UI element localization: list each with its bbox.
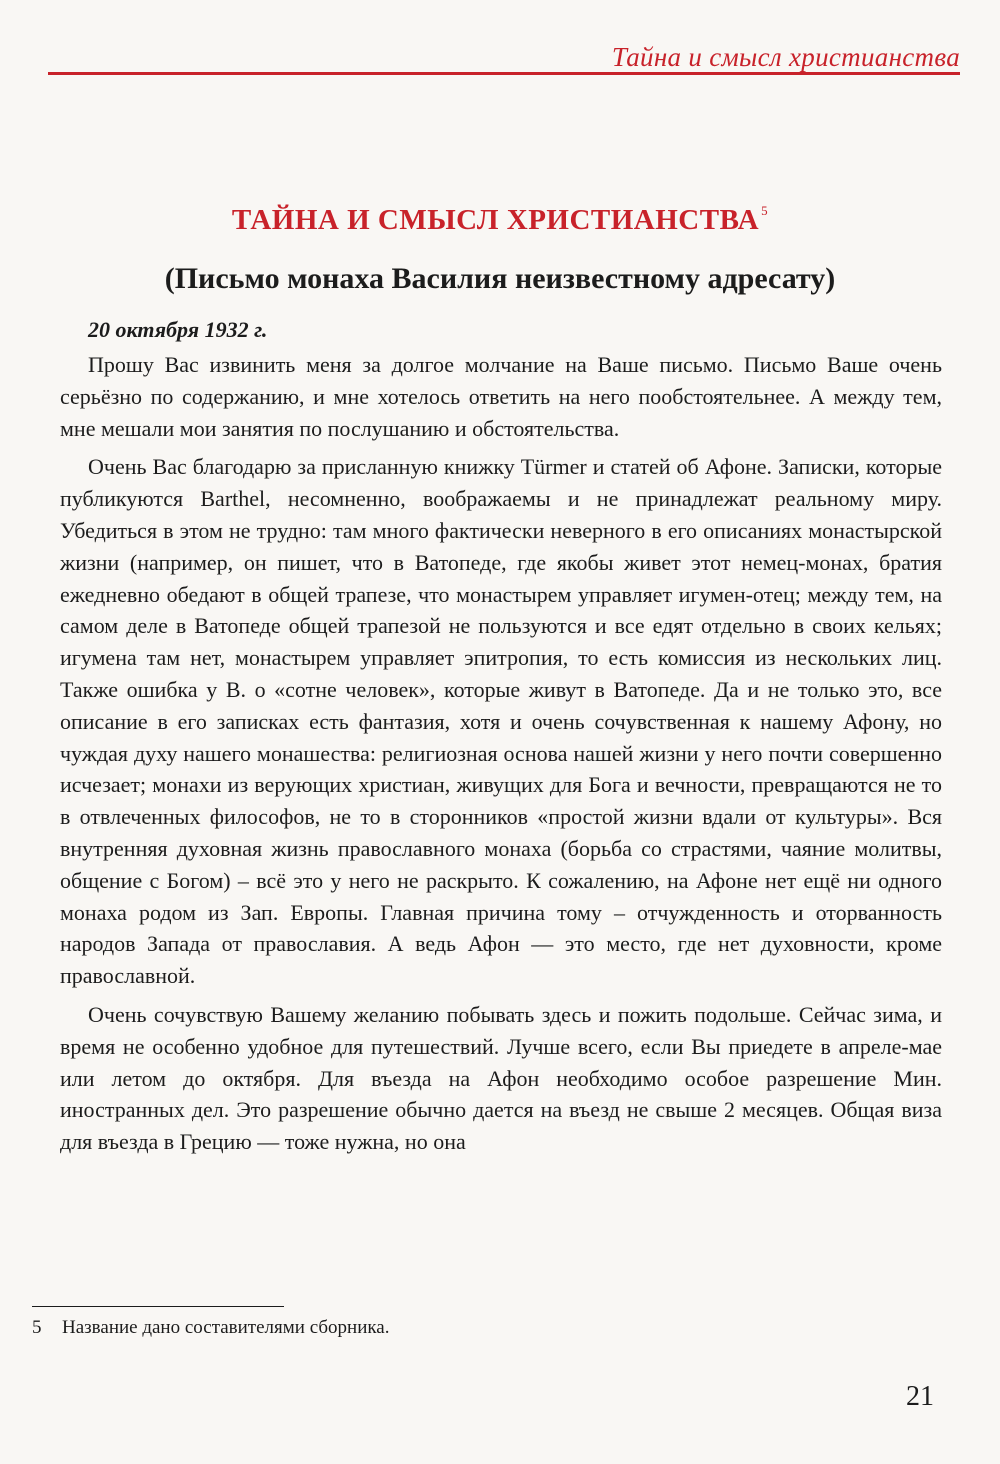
footnote-text: Название дано составителями сборника. — [62, 1317, 390, 1338]
footnote-number: 5 — [32, 1317, 42, 1338]
chapter-title — [0, 203, 1000, 237]
body-text — [60, 349, 942, 1158]
letter-date: 20 октября 1932 г. — [88, 317, 268, 342]
footnote-divider — [32, 1306, 284, 1307]
page-number: 21 — [906, 1381, 934, 1412]
running-header-title: Тайна и смысл христианства — [611, 42, 960, 72]
paragraph: Очень Вас благодарю за присланную книжку Türmer и статей об Афоне. Записки, которые публикуются Barthel, несомненно, воображаемы и не принадлежат реальному миру. Убедиться в этом не трудно: там много фактически неверного в его описаниях монастырской жизни (например, он пишет, что в Ватопеде, где якобы живет этот немец-монах, братия ежедневно обедают в общей трапезе, что монастырем управляет игумен-отец; между тем, на самом деле в Ватопеде общей трапезой не пользуются и все едят отдельно в своих кельях; игумена там нет, монастырем управляет эпитропия, то есть комиссия из нескольких лиц. Также ошибка у В. о «сотне человек», которые живут в Ватопеде. Да и не только это, все описание в его записках есть фантазия, хотя и очень сочувственная к нашему Афону, но чуждая духу нашего монашества: религиозная основа нашей жизни у него почти совершенно исчезает; монахи из верующих христиан, живущих для Бога и вечности, превращаются не то в отвлеченных философов, не то в сторонников «простой жизни вдали от культуры». Вся внутренняя духовная жизнь православного монаха (борьба со страстями, чаяние молитвы, общение с Богом) – всё это у него не раскрыто. К сожалению, на Афоне нет ещё ни одного монаха родом из Зап. Европы. Главная причина тому – отчужденность и оторванность народов Запада от православия. А ведь Афон — это место, где нет духовности, кроме православной. — [60, 454, 942, 989]
header-rule — [48, 72, 960, 75]
footnote — [32, 1317, 390, 1339]
chapter-subtitle: (Письмо монаха Василия неизвестному адресату) — [164, 262, 836, 295]
paragraph: Очень сочувствую Вашему желанию побывать здесь и пожить подольше. Сейчас зима, и время не особенно удобное для путешествий. Лучше всего, если Вы приедете в апреле-мае или летом до октября. Для въезда на Афон необходимо особое разрешение Мин. иностранных дел. Это разрешение обычно дается на въезд не свыше 2 месяцев. Общая виза для въезда в Грецию — тоже нужна, но она — [60, 1001, 942, 1155]
paragraph: Прошу Вас извинить меня за долгое молчание на Ваше письмо. Письмо Ваше очень серьёзно по содержанию, и мне хотелось ответить на него пообстоятельнее. А между тем, мне мешали мои занятия по послушанию и обстоятельства. — [60, 352, 942, 441]
footnote-reference[interactable]: 5 — [761, 203, 769, 218]
chapter-title-text: ТАЙНА И СМЫСЛ ХРИСТИАНСТВА — [231, 204, 760, 236]
